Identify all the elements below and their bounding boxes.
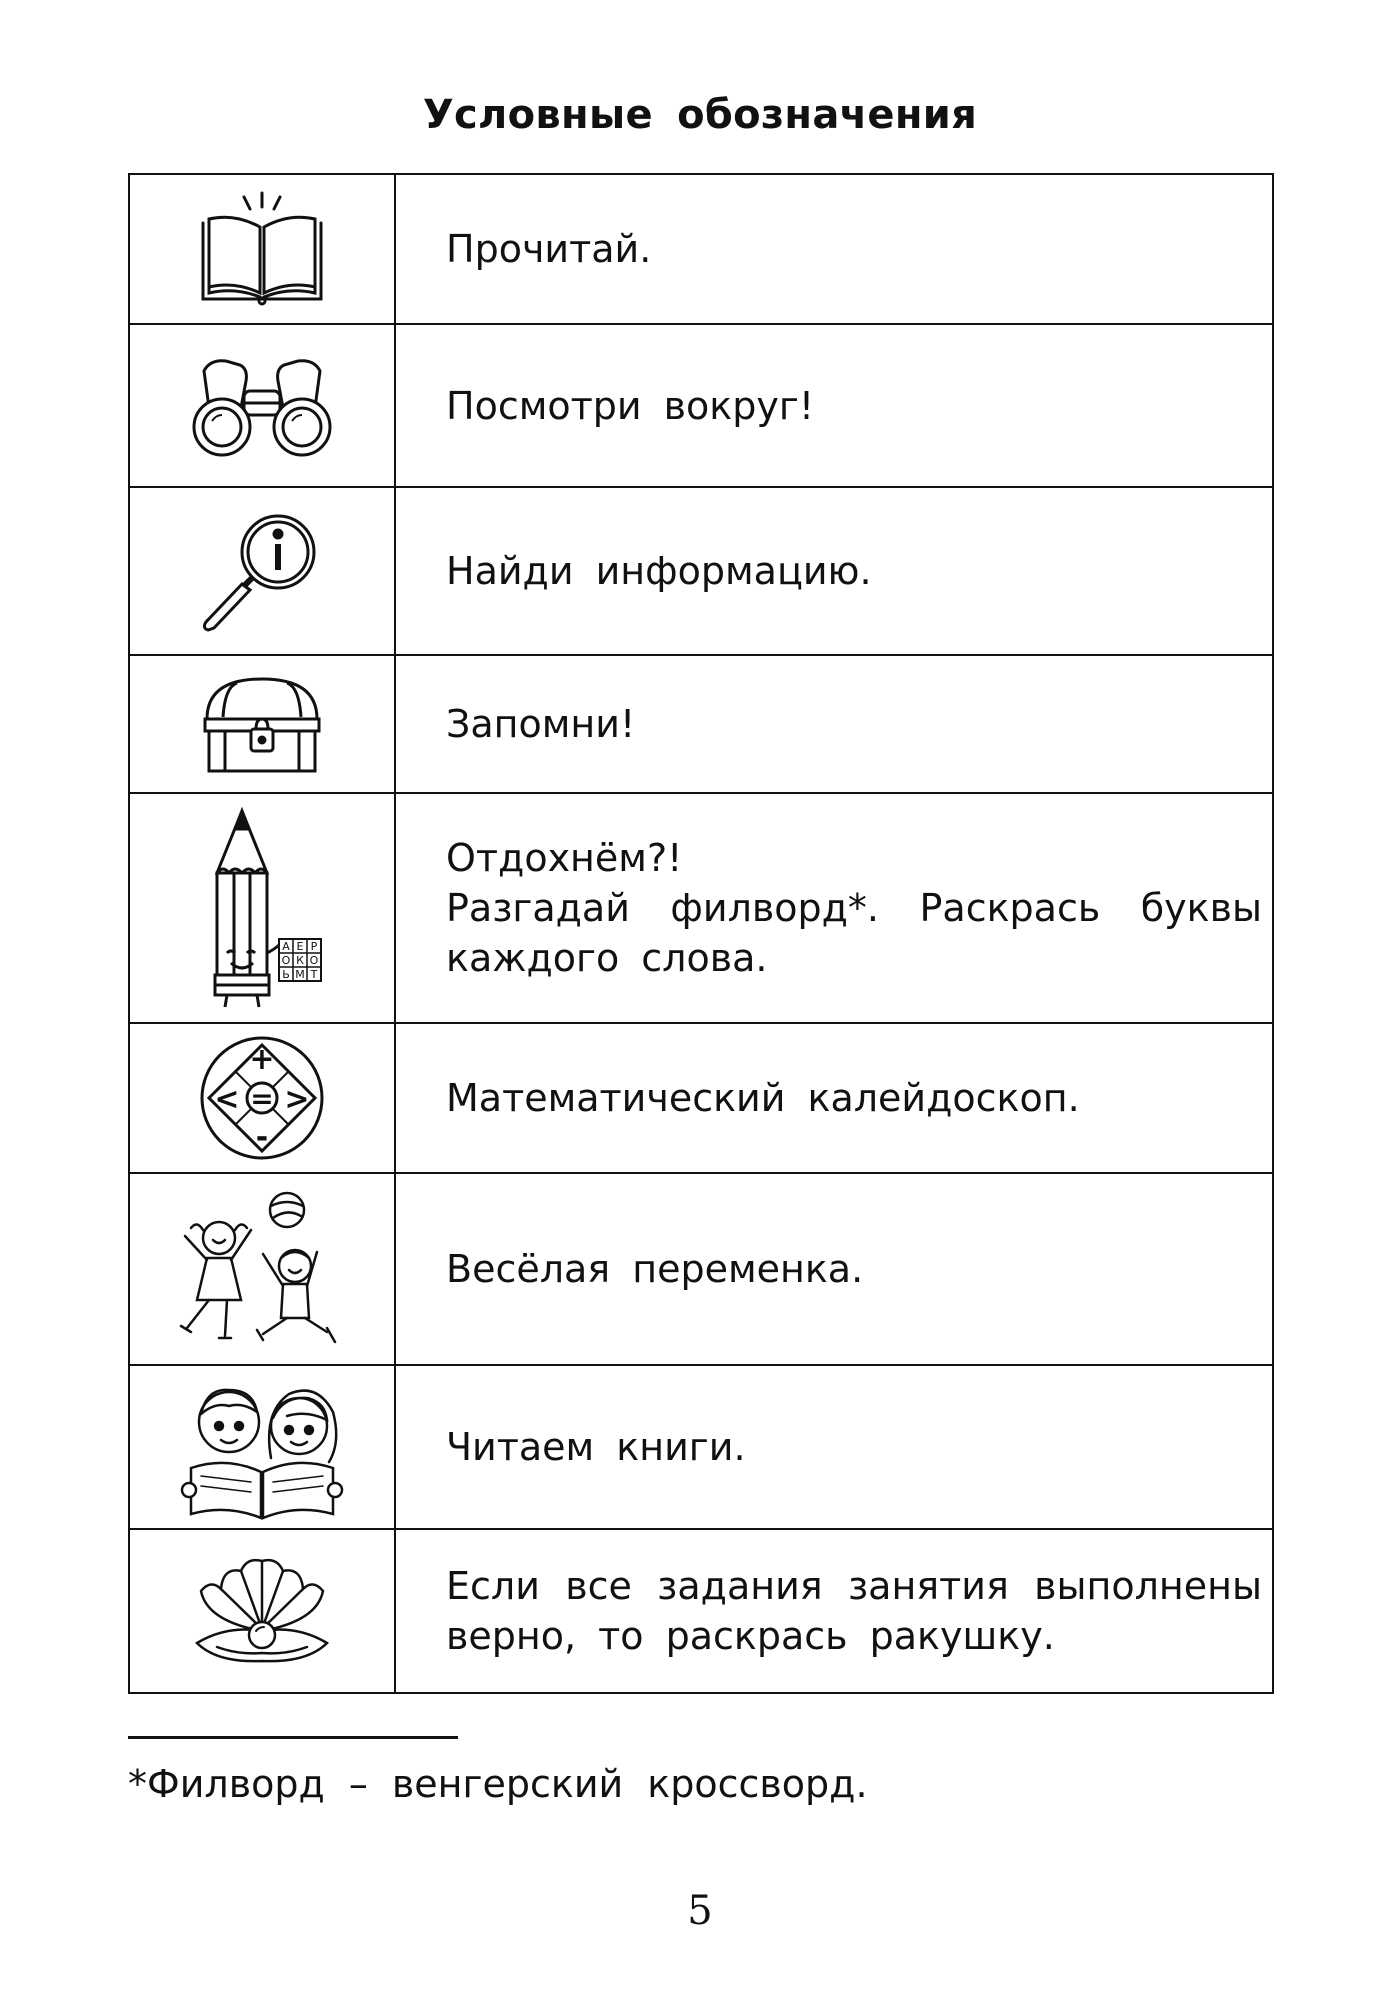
footnote: *Филворд – венгерский кроссворд.: [128, 1762, 868, 1806]
legend-row: [129, 487, 1273, 655]
legend-row: [129, 655, 1273, 793]
children-reading-icon: [130, 1372, 394, 1522]
wordsearch-letter: М: [295, 968, 305, 981]
wordsearch-letter: Ь: [282, 968, 290, 981]
less-symbol: <: [214, 1082, 240, 1117]
legend-text: каждого слова.: [446, 936, 768, 980]
legend-row: [129, 793, 1273, 1023]
wordsearch-letter: О: [281, 954, 291, 967]
legend-text: Читаем книги.: [446, 1425, 746, 1469]
legend-text: Математический калейдоскоп.: [446, 1076, 1080, 1120]
magnifier-info-icon: [130, 506, 394, 636]
playing-children-icon: [130, 1184, 394, 1354]
equals-symbol: =: [250, 1082, 274, 1115]
legend-row: [129, 1529, 1273, 1693]
legend-text: Запомни!: [446, 702, 636, 746]
wordsearch-letter: Е: [296, 940, 304, 953]
legend-text: Прочитай.: [446, 227, 652, 271]
binoculars-icon: [130, 351, 394, 461]
wordsearch-letter: Т: [310, 968, 318, 981]
legend-row: [129, 324, 1273, 487]
wordsearch-letter: К: [296, 954, 304, 967]
greater-symbol: >: [284, 1082, 310, 1117]
math-kaleidoscope-icon: [130, 1033, 394, 1163]
legend-table: [128, 173, 1274, 1694]
page-title: Условные обозначения: [422, 92, 978, 138]
open-book-icon: [130, 189, 394, 309]
page-number: 5: [687, 1888, 713, 1934]
pencil-wordsearch-icon: [130, 803, 394, 1013]
legend-text: Посмотри вокруг!: [446, 383, 815, 428]
treasure-chest-icon: [130, 669, 394, 779]
legend-text: Весёлая переменка.: [446, 1247, 864, 1291]
wordsearch-letter: А: [282, 940, 290, 953]
legend-text: Отдохнём?!: [446, 836, 683, 880]
legend-row: [129, 174, 1273, 324]
footnote-divider: [128, 1736, 458, 1739]
wordsearch-letter: Р: [310, 940, 318, 953]
legend-text: верно, то раскрась ракушку.: [446, 1614, 1055, 1658]
legend-row: [129, 1365, 1273, 1529]
legend-row: [129, 1173, 1273, 1365]
seashell-pearl-icon: [130, 1551, 394, 1671]
minus-symbol: -: [255, 1120, 269, 1155]
legend-row: [129, 1023, 1273, 1173]
wordsearch-letter: О: [309, 954, 319, 967]
plus-symbol: +: [249, 1042, 275, 1077]
legend-text: Найди информацию.: [446, 549, 872, 593]
legend-text: Если все задания занятия выполнены: [446, 1564, 1262, 1608]
legend-text: Разгадай филворд*. Раскрась буквы: [446, 886, 1262, 930]
